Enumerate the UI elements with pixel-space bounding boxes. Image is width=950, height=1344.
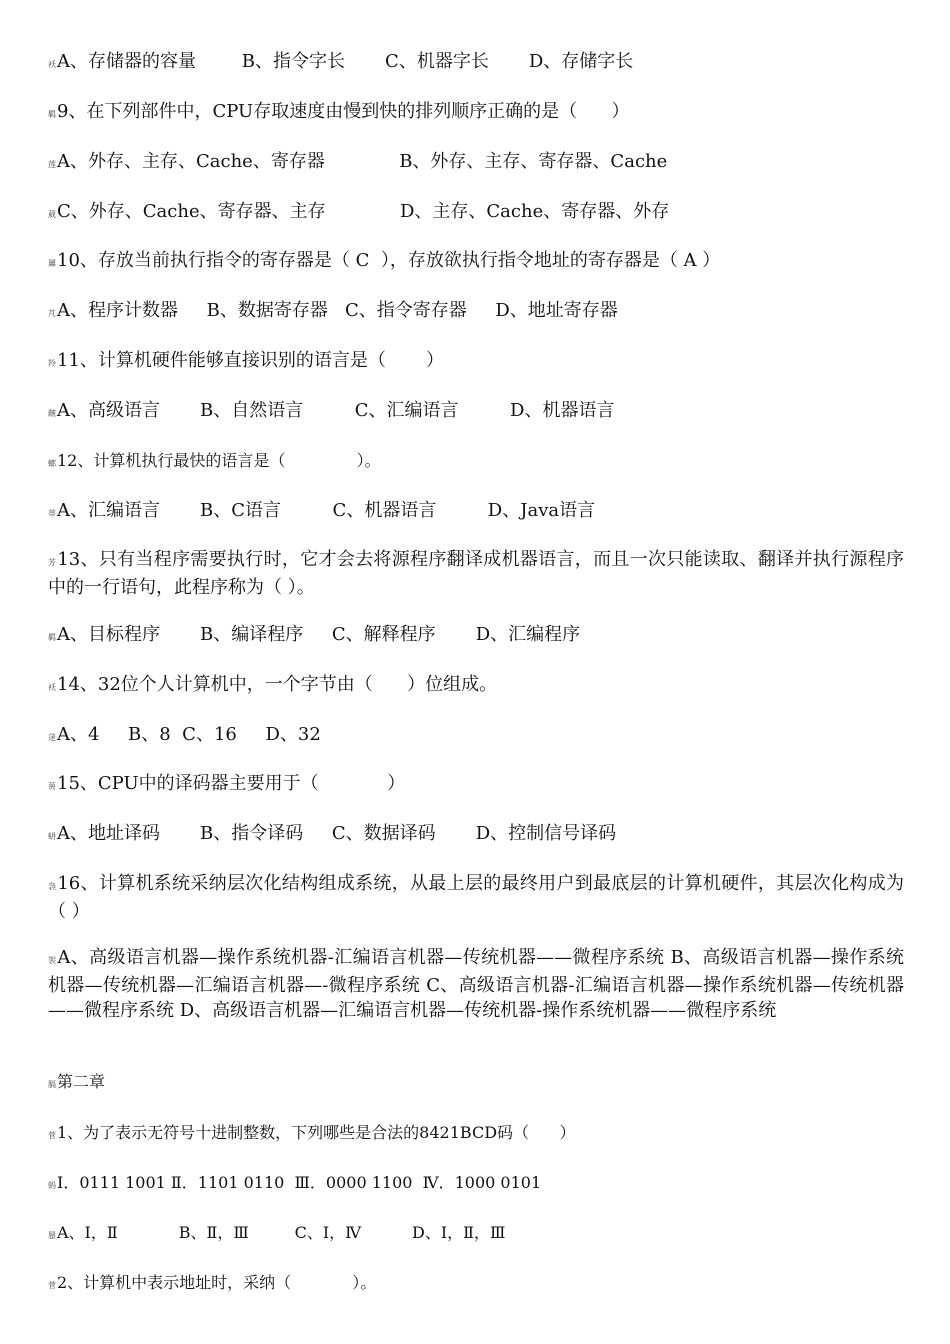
- line-text: 第二章: [57, 1072, 106, 1091]
- line-text: 1、为了表示无符号十进制整数，下列哪些是合法的8421BCD码（ ）: [57, 1123, 576, 1142]
- line-text: Ⅰ．0111 1001 Ⅱ．1101 0110 Ⅲ．0000 1100 Ⅳ．1000 0101: [57, 1173, 542, 1192]
- line-text: A、高级语言 B、自然语言 C、汇编语言 D、机器语言: [57, 400, 615, 421]
- line-text: A、汇编语言 B、C语言 C、机器语言 D、Java语言: [57, 500, 596, 521]
- line-text: 15、CPU中的译码器主要用于（ ）: [57, 773, 406, 794]
- answer-options-q12: [48, 498, 904, 526]
- question-15: [48, 771, 904, 799]
- line-text: 10、存放当前执行指令的寄存器是（ C ），存放欲执行指令地址的寄存器是（ A ）: [57, 250, 721, 271]
- question-10: [48, 248, 904, 276]
- answer-options-q8: [48, 49, 904, 77]
- question-13: [48, 547, 904, 600]
- line-text: A、程序计数器 B、数据寄存器 C、指令寄存器 D、地址寄存器: [57, 300, 618, 321]
- line-text: C、外存、Cache、寄存器、主存 D、主存、Cache、寄存器、外存: [57, 201, 670, 222]
- margin-mark: 虤: [48, 409, 56, 418]
- margin-mark: 袅: [48, 882, 57, 891]
- margin-mark: 蒁: [48, 733, 56, 742]
- line-text: A、地址译码 B、指令译码 C、数据译码 D、控制信号译码: [57, 823, 617, 844]
- chapter2-question-1: [48, 1120, 904, 1148]
- margin-mark: 蒂: [48, 509, 56, 518]
- answer-options-q15: [48, 821, 904, 849]
- answer-options-q16: [48, 945, 904, 1023]
- line-text: A、4 B、8 C、16 D、32: [57, 724, 321, 745]
- margin-mark: 袈: [48, 956, 57, 965]
- bcd-code-list: [48, 1170, 904, 1198]
- margin-mark: 芃: [48, 309, 56, 318]
- line-text: A、存储器的容量 B、指令字长 C、机器字长 D、存储字长: [57, 51, 634, 72]
- answer-options-q9-ab: [48, 149, 904, 177]
- margin-mark: 羚: [48, 359, 56, 368]
- answer-options-q9-cd: [48, 199, 904, 227]
- margin-mark: 羁: [48, 633, 56, 642]
- margin-mark: 螂: [48, 459, 56, 468]
- line-text: 2、计算机中表示地址时，采纳（ ）。: [57, 1273, 377, 1292]
- line-text: A、Ⅰ，Ⅱ B、Ⅱ，Ⅲ C、Ⅰ，Ⅳ D、Ⅰ，Ⅱ，Ⅲ: [57, 1223, 506, 1242]
- line-text: 11、计算机硬件能够直接识别的语言是（ ）: [57, 350, 444, 371]
- margin-mark: 蚒: [48, 832, 56, 841]
- line-text: A、高级语言机器—操作系统机器-汇编语言机器—传统机器——微程序系统 B、高级语言机器—操作系统机器—传统机器—汇编语言机器—-微程序系统 C、高级语言机器-汇编语言机器—操作系统机器—传统机器——微程序系统 D、高级语言机器—汇编语言机器—传统机器-操作系统机器——微程序系统: [48, 947, 905, 1021]
- chapter-heading: [48, 1069, 904, 1097]
- margin-mark: 羁: [48, 110, 56, 119]
- question-16: [48, 871, 904, 924]
- margin-mark: 葳: [48, 210, 56, 219]
- chapter2-question-2: [48, 1270, 904, 1298]
- margin-mark: 袄: [48, 683, 56, 692]
- margin-mark: 菅: [48, 1281, 56, 1290]
- margin-mark: 羼: [48, 259, 56, 268]
- margin-mark: 蒉: [48, 782, 56, 791]
- answer-options-q13: [48, 622, 904, 650]
- margin-mark: 菅: [48, 1131, 56, 1140]
- answer-options-q14: [48, 722, 904, 750]
- question-12: [48, 448, 904, 476]
- answer-options-ch2-q1: [48, 1220, 904, 1248]
- line-text: A、外存、主存、Cache、寄存器 B、外存、主存、寄存器、Cache: [57, 151, 668, 172]
- margin-mark: 蚂: [48, 1181, 56, 1190]
- line-text: 14、32位个人计算机中，一个字节由（ ）位组成。: [57, 674, 498, 695]
- line-text: 9、在下列部件中，CPU存取速度由慢到快的排列顺序正确的是（ ）: [57, 101, 630, 122]
- question-9: [48, 99, 904, 127]
- question-11: [48, 348, 904, 376]
- line-text: A、目标程序 B、编译程序 C、解释程序 D、汇编程序: [57, 624, 581, 645]
- question-14: [48, 672, 904, 700]
- answer-options-q11: [48, 398, 904, 426]
- answer-options-q10: [48, 298, 904, 326]
- line-text: 16、计算机系统采纳层次化结构组成系统，从最上层的最终用户到最底层的计算机硬件，其层次化构成为（ ）: [48, 873, 904, 922]
- margin-mark: 莲: [48, 160, 56, 169]
- margin-mark: 芳: [48, 558, 57, 567]
- line-text: 12、计算机执行最快的语言是（ ）。: [57, 451, 381, 470]
- margin-mark: 袄: [48, 60, 56, 69]
- margin-mark: 蜃: [48, 1231, 56, 1240]
- line-text: 13、只有当程序需要执行时，它才会去将源程序翻译成机器语言，而且一次只能读取、翻译并执行源程序中的一行语句，此程序称为（ ）。: [48, 549, 904, 598]
- margin-mark: 膈: [48, 1080, 56, 1089]
